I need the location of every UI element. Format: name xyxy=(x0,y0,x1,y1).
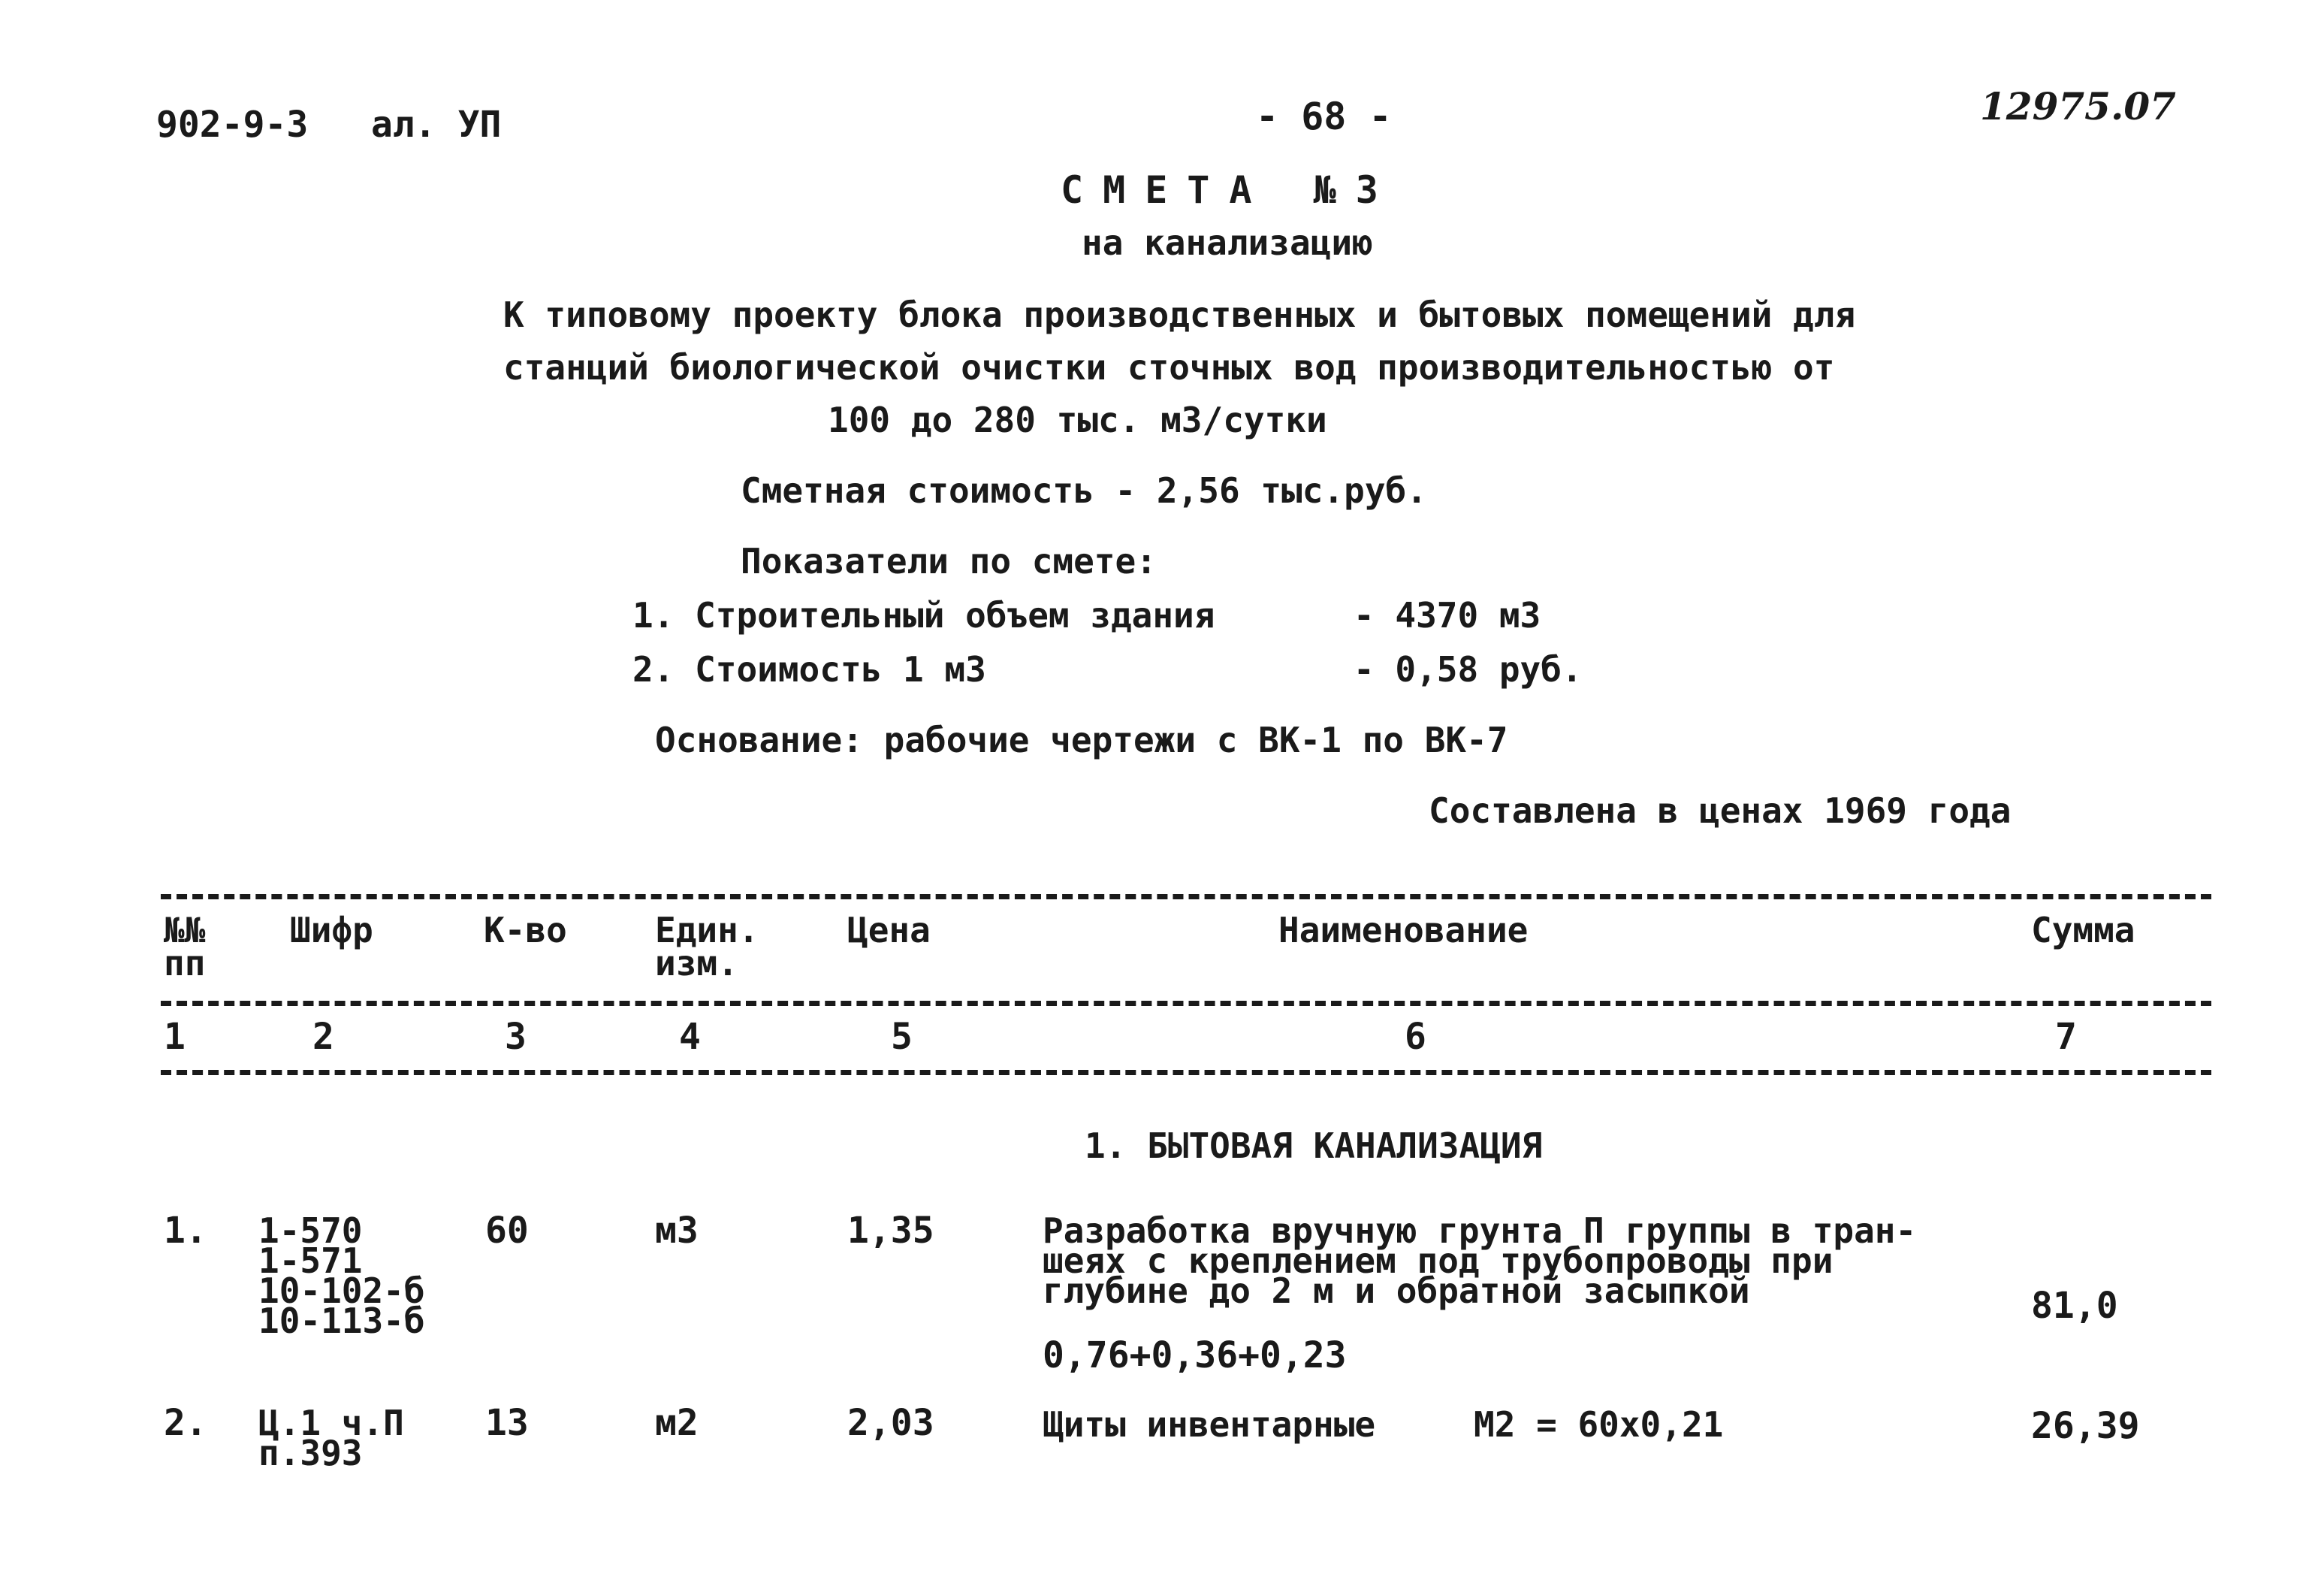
column-header-code: Шифр xyxy=(290,910,373,950)
basis-note: Основание: рабочие чертежи с ВК-1 по ВК-7 xyxy=(655,720,1508,760)
column-number: 2 xyxy=(312,1016,334,1058)
prices-year-note: Составлена в ценах 1969 года xyxy=(1429,790,2012,831)
row-description: Щиты инвентарные xyxy=(1043,1404,1376,1445)
column-number: 1 xyxy=(164,1016,186,1058)
document-subtitle: на канализацию xyxy=(1082,222,1373,263)
row-sum: 26,39 xyxy=(2031,1405,2140,1447)
indicator-value: - 0,58 руб. xyxy=(1354,649,1583,690)
row-code: Ц.1 ч.П п.393 xyxy=(258,1403,404,1473)
project-description-line-3: 100 до 280 тыс. м3/сутки xyxy=(828,400,1327,440)
reference-number: 12975.07 xyxy=(1980,84,2176,128)
indicator-value: - 4370 м3 xyxy=(1354,595,1541,636)
column-header-number: №№ пп xyxy=(164,910,206,983)
project-description-line-1: К типовому проекту блока производственных и бытовых помещений для xyxy=(503,295,1856,335)
estimated-cost: Сметная стоимость - 2,56 тыс.руб. xyxy=(741,470,1427,511)
row-quantity: 60 xyxy=(485,1210,529,1252)
row-price: 1,35 xyxy=(847,1210,934,1252)
indicator-label: 2. Стоимость 1 м3 xyxy=(632,649,986,690)
row-code: 1-570 1-571 10-102-б 10-113-б xyxy=(258,1210,425,1341)
row-number: 1. xyxy=(164,1210,207,1252)
row-quantity: 13 xyxy=(485,1402,529,1444)
row-price: 2,03 xyxy=(847,1402,934,1444)
column-number: 4 xyxy=(679,1016,701,1058)
column-header-quantity: К-во xyxy=(484,910,567,950)
table-header-rule xyxy=(161,1001,2211,1006)
project-description-line-2: станций биологической очистки сточных вод производительностью от xyxy=(503,347,1835,388)
column-number: 7 xyxy=(2055,1016,2077,1058)
document-title: СМЕТА №3 xyxy=(1061,168,1398,212)
row-description-extra: М2 = 60х0,21 xyxy=(1474,1404,1724,1445)
column-number: 6 xyxy=(1405,1016,1426,1058)
row-description-extra: 0,76+0,36+0,23 xyxy=(1043,1334,1347,1376)
row-sum: 81,0 xyxy=(2031,1285,2118,1327)
row-unit: м3 xyxy=(655,1210,699,1252)
indicator-label: 1. Строительный объем здания xyxy=(632,595,1215,636)
column-header-price: Цена xyxy=(847,910,931,950)
column-header-unit: Един. изм. xyxy=(655,910,759,983)
row-number: 2. xyxy=(164,1402,207,1444)
column-header-sum: Сумма xyxy=(2031,910,2135,950)
section-title: 1. БЫТОВАЯ КАНАЛИЗАЦИЯ xyxy=(1085,1125,1543,1166)
page-number: - 68 - xyxy=(1256,95,1392,138)
row-unit: м2 xyxy=(655,1402,699,1444)
indicators-heading: Показатели по смете: xyxy=(741,541,1157,582)
table-numbers-rule xyxy=(161,1070,2211,1075)
document-code: 902-9-3 xyxy=(156,104,309,146)
album-label: ал. УП xyxy=(371,104,502,146)
column-header-name: Наименование xyxy=(1278,910,1529,950)
column-number: 5 xyxy=(891,1016,913,1058)
table-top-rule xyxy=(161,894,2211,899)
row-description: Разработка вручную грунта П группы в тран- шеях с креплением под трубопроводы при глубине до 2 м и обратной засыпкой xyxy=(1043,1210,1917,1311)
column-number: 3 xyxy=(505,1016,527,1058)
